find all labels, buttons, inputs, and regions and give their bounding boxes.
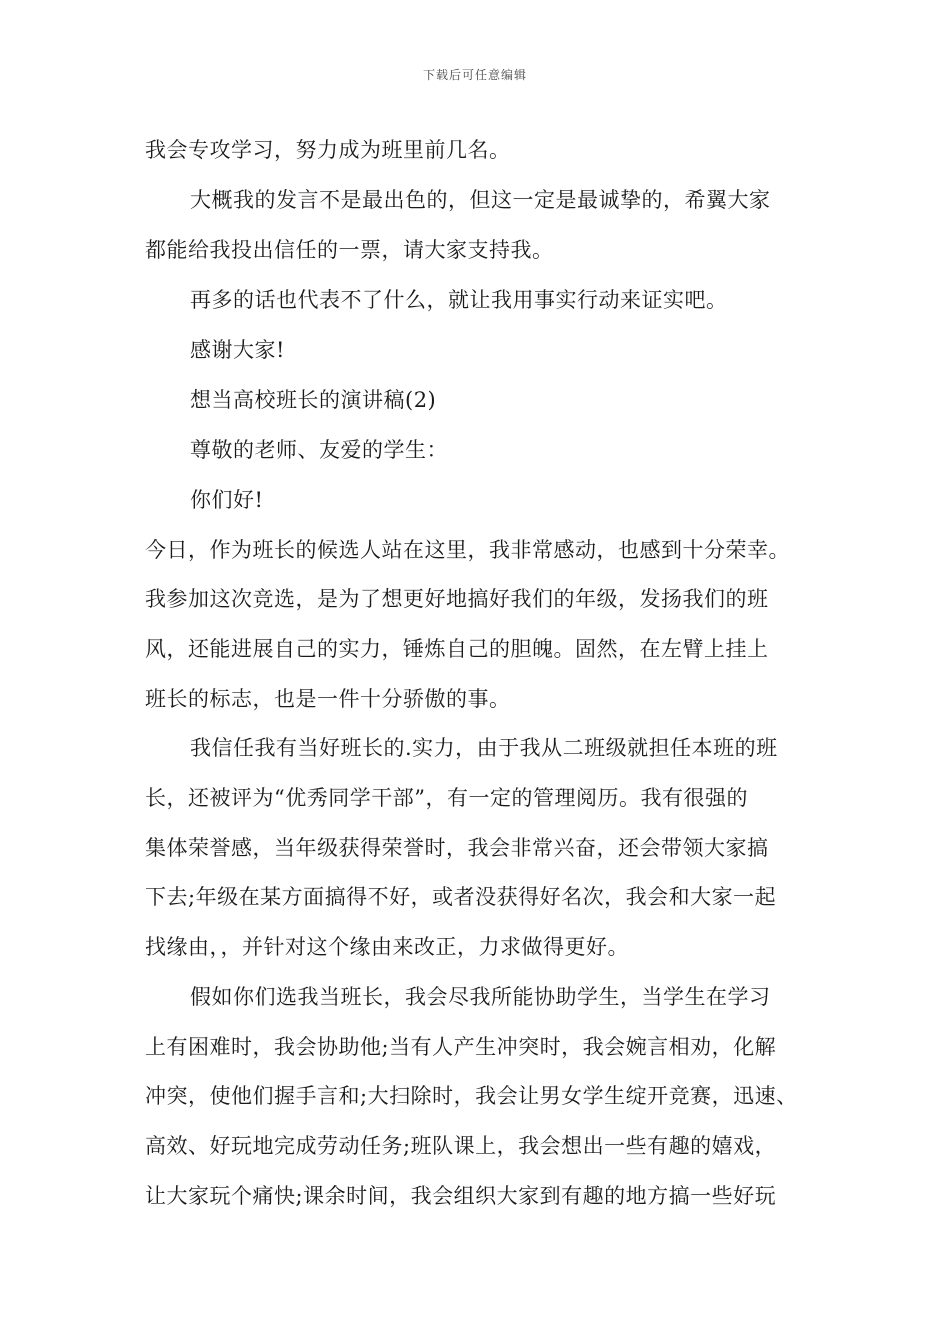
text-line: 我信任我有当好班长的.实力，由于我从二班级就担任本班的班 <box>190 736 778 760</box>
text-line: 我会专攻学习，努力成为班里前几名。 <box>145 138 511 162</box>
text-line: 尊敬的老师、友爱的学生： <box>190 438 448 462</box>
text-line: 下去;年级在某方面搞得不好，或者没获得好名次，我会和大家一起 <box>145 885 777 909</box>
text-line: 班长的标志，也是一件十分骄傲的事。 <box>145 687 511 711</box>
text-line: 再多的话也代表不了什么，就让我用事实行动来证实吧。 <box>190 288 728 312</box>
text-line: 今日，作为班长的候选人站在这里，我非常感动，也感到十分荣幸。 <box>145 538 790 562</box>
section-title: 想当高校班长的演讲稿(2) <box>190 388 437 412</box>
text-line: 风，还能进展自己的实力，锤炼自己的胆魄。固然，在左臂上挂上 <box>145 637 769 661</box>
text-line: 长，还被评为“优秀同学干部”，有一定的管理阅历。我有很强的 <box>145 786 748 810</box>
page-header: 下载后可任意编辑 <box>422 68 527 82</box>
text-line: 感谢大家! <box>190 338 285 362</box>
text-line: 大概我的发言不是最出色的，但这一定是最诚挚的，希翼大家 <box>190 188 771 212</box>
text-line: 你们好! <box>190 488 264 512</box>
text-line: 找缘由，，并针对这个缘由来改正，力求做得更好。 <box>145 935 629 959</box>
text-line: 上有困难时，我会协助他;当有人产生冲突时，我会婉言相劝，化解 <box>145 1035 777 1059</box>
text-line: 假如你们选我当班长，我会尽我所能协助学生，当学生在学习 <box>190 985 771 1009</box>
text-line: 冲突，使他们握手言和;大扫除时，我会让男女学生绽开竞赛，迅速、 <box>145 1084 798 1108</box>
text-line: 我参加这次竞选，是为了想更好地搞好我们的年级，发扬我们的班 <box>145 587 769 611</box>
text-line: 都能给我投出信任的一票，请大家支持我。 <box>145 238 554 262</box>
text-line: 集体荣誉感，当年级获得荣誉时，我会非常兴奋，还会带领大家搞 <box>145 836 769 860</box>
text-line: 高效、好玩地完成劳动任务;班队课上，我会想出一些有趣的嬉戏， <box>145 1134 777 1158</box>
text-line: 让大家玩个痛快;课余时间，我会组织大家到有趣的地方搞一些好玩 <box>145 1184 777 1208</box>
